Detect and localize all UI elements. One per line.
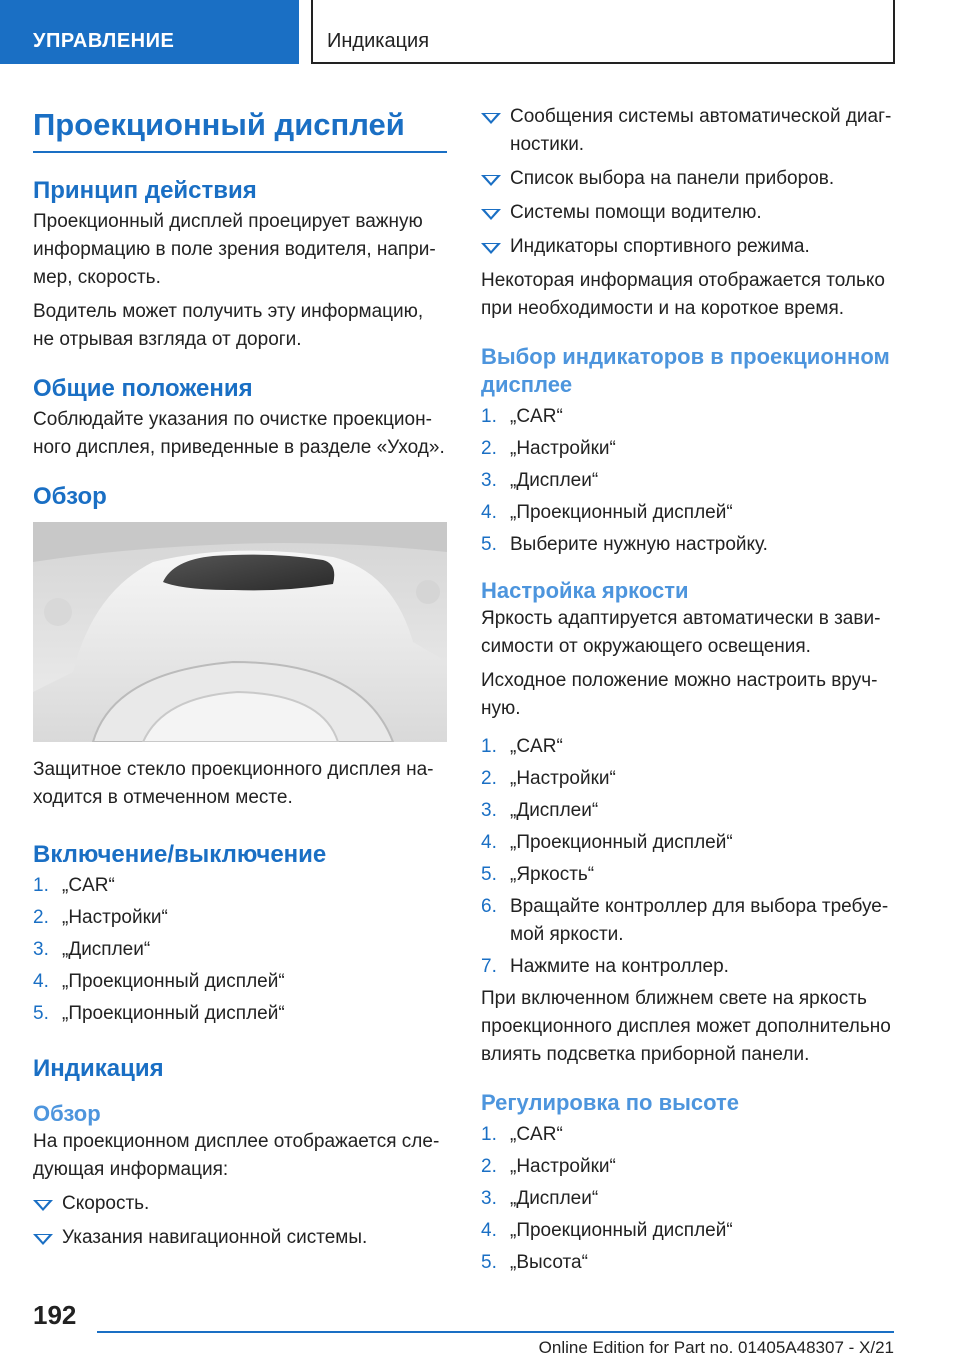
general-heading: Общие положения xyxy=(33,375,253,402)
onoff-steps xyxy=(33,872,447,1028)
display-bullets xyxy=(33,1190,447,1252)
footer-rule xyxy=(97,1331,894,1333)
principle-paragraph-2: Водитель может получить эту информацию, не отрывая взгляда от дороги. xyxy=(33,301,424,350)
chapter-title: УПРАВЛЕНИЕ xyxy=(33,30,175,52)
list-item: 5. Выберите нужную настройку. xyxy=(481,534,768,555)
list-item: 4. „Проекционный дисплей“ xyxy=(481,502,733,523)
overview-heading: Обзор xyxy=(33,483,107,510)
list-item: Список выбора на панели приборов. xyxy=(481,165,895,193)
list-item: 1. „CAR“ xyxy=(481,1124,563,1145)
list-item: 3. „Дисплеи“ xyxy=(481,1188,599,1209)
general-paragraph: Соблюдайте указания по очистке проекционного дисплея, приведенные в разделе «Уход». xyxy=(33,409,445,458)
triangle-bullet-icon xyxy=(33,1234,53,1245)
section-header xyxy=(311,0,895,64)
brightness-paragraph-3: При включенном ближнем свете на яркость проекционного дисплея может дополнительно влиять подсветка приборной панели. xyxy=(481,988,891,1065)
display-intro: На проекционном дисплее отображается следующая информация: xyxy=(33,1131,440,1180)
select-heading: Выбор индикаторов в проекционном дисплее xyxy=(481,344,890,397)
onoff-heading: Включение/выключение xyxy=(33,841,327,868)
list-item: 3. „Дисплеи“ xyxy=(481,800,599,821)
list-item: Сообщения системы автоматической диагностики. xyxy=(481,103,895,159)
list-item: 6. Вращайте контроллер для выбора требуемой яркости. xyxy=(481,896,889,945)
triangle-bullet-icon xyxy=(481,113,501,124)
list-item: 5. „Яркость“ xyxy=(481,864,595,885)
triangle-bullet-icon xyxy=(481,209,501,220)
title-rule xyxy=(33,151,447,153)
list-item: Указания навигационной системы. xyxy=(33,1224,447,1252)
list-item: 2. „Настройки“ xyxy=(481,768,616,789)
display-subheading: Обзор xyxy=(33,1101,101,1126)
brightness-paragraph-2: Исходное положение можно настроить вручную. xyxy=(481,670,878,719)
display-bullets-continued xyxy=(481,103,895,261)
triangle-bullet-icon xyxy=(481,243,501,254)
list-item: 2. „Настройки“ xyxy=(33,907,168,928)
display-heading: Индикация xyxy=(33,1055,164,1082)
list-item: 1. „CAR“ xyxy=(33,875,115,896)
list-item: Системы помощи водителю. xyxy=(481,199,895,227)
list-item: 2. „Настройки“ xyxy=(481,1156,616,1177)
display-note: Некоторая информация отображается только при необходимости и на короткое время. xyxy=(481,270,885,319)
list-item: 5. „Проекционный дисплей“ xyxy=(33,1003,285,1024)
triangle-bullet-icon xyxy=(481,175,501,186)
section-title: Индикация xyxy=(327,30,430,52)
hud-photo xyxy=(33,522,447,742)
left-column xyxy=(33,106,447,1258)
list-item: 1. „CAR“ xyxy=(481,736,563,757)
overview-caption: Защитное стекло проекционного дисплея находится в отмеченном месте. xyxy=(33,759,434,808)
list-item: 7. Нажмите на контроллер. xyxy=(481,956,729,977)
height-steps xyxy=(481,1121,895,1277)
list-item: 3. „Дисплеи“ xyxy=(481,470,599,491)
list-item: 1. „CAR“ xyxy=(481,406,563,427)
list-item: 5. „Высота“ xyxy=(481,1252,588,1273)
list-item: 3. „Дисплеи“ xyxy=(33,939,151,960)
list-item: Индикаторы спортивного режима. xyxy=(481,233,895,261)
list-item: 2. „Настройки“ xyxy=(481,438,616,459)
height-heading: Регулировка по высоте xyxy=(481,1090,740,1115)
principle-heading: Принцип действия xyxy=(33,177,257,204)
page-number: 192 xyxy=(33,1300,77,1330)
principle-paragraph-1: Проекционный дисплей проецирует важную информацию в поле зрения водителя, например, скорость. xyxy=(33,211,436,288)
list-item: 4. „Проекционный дисплей“ xyxy=(33,971,285,992)
chapter-tab xyxy=(0,0,299,64)
hud-illustration xyxy=(33,522,447,742)
brightness-heading: Настройка яркости xyxy=(481,578,689,603)
edition-note: Online Edition for Part no. 01405A48307 - X/21 xyxy=(538,1338,894,1357)
list-item: Скорость. xyxy=(33,1190,447,1218)
page-title: Проекционный дисплей xyxy=(33,107,405,142)
brightness-steps xyxy=(481,733,895,981)
right-column xyxy=(481,103,895,1281)
list-item: 4. „Проекционный дисплей“ xyxy=(481,832,733,853)
brightness-paragraph-1: Яркость адаптируется автоматически в зависимости от окружающего освещения. xyxy=(481,608,881,657)
triangle-bullet-icon xyxy=(33,1200,53,1211)
select-steps xyxy=(481,403,895,559)
list-item: 4. „Проекционный дисплей“ xyxy=(481,1220,733,1241)
